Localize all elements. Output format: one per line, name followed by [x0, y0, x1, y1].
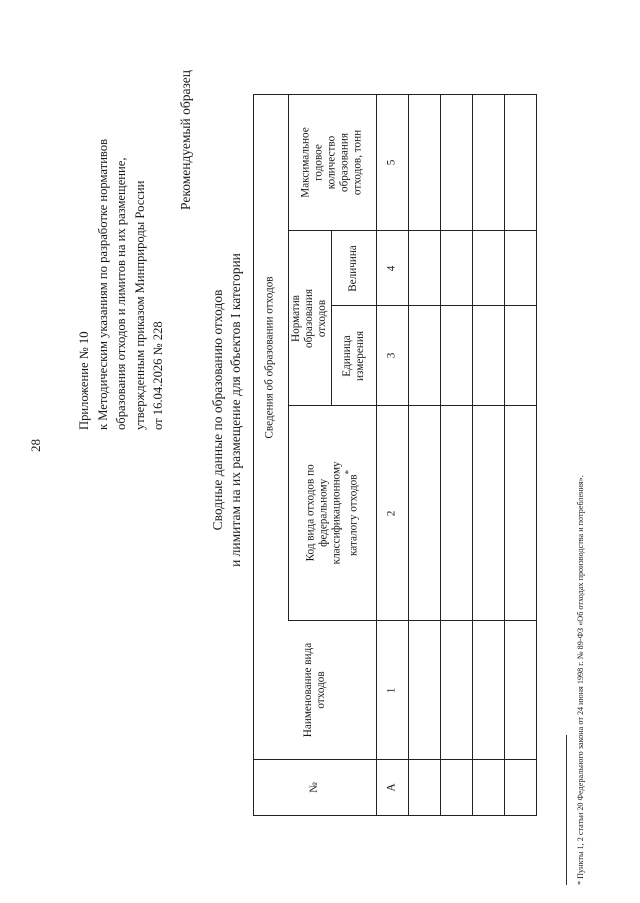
- index-cell-text: 4: [385, 265, 398, 271]
- header-unit: [331, 306, 376, 405]
- header-norm-text: Норматив образования отходов: [290, 288, 329, 348]
- table-border-bottom: [253, 815, 537, 816]
- header-value: [331, 231, 376, 305]
- row-sep: [408, 94, 409, 816]
- index-cell: [376, 94, 408, 230]
- header-unit-text: Единица измерения: [340, 330, 366, 381]
- header-group: [253, 94, 288, 621]
- index-cell-text: 2: [385, 510, 398, 516]
- appendix-line: утвержденным приказом Минприроды России: [132, 180, 147, 430]
- row-sep: [440, 94, 441, 816]
- header-code: [288, 406, 376, 620]
- appendix-line: к Методическим указаниям по разработке нормативов: [95, 138, 110, 430]
- index-cell-text: 3: [385, 352, 398, 359]
- recommended-label: Рекомендуемый образец: [178, 69, 193, 210]
- header-code-label: Код вида отходов по федеральному классификационному каталогу отходов: [304, 461, 359, 565]
- row-sep: [504, 94, 505, 816]
- index-cell: [376, 231, 408, 305]
- header-value-text: Величина: [347, 244, 360, 292]
- document-title-line-1: Сводные данные по образованию отходов: [210, 289, 225, 531]
- index-cell-text: А: [385, 783, 398, 792]
- footnote-separator: [566, 735, 567, 885]
- index-cell-text: 1: [385, 687, 398, 693]
- header-max-text: Максимальное годовое количество образования отходов, тонн: [299, 126, 364, 198]
- index-cell: [376, 760, 408, 815]
- header-code-text: [304, 462, 360, 565]
- footnote-mark: *: [344, 469, 355, 475]
- row-sep: [472, 94, 473, 816]
- header-name-text: Наименование вида отходов: [301, 642, 327, 738]
- appendix-line: образования отходов и лимитов на их размещение,: [114, 157, 128, 430]
- header-norm: [288, 231, 331, 405]
- table-border-right: [536, 94, 537, 816]
- index-cell: [376, 406, 408, 620]
- index-cell-text: 5: [385, 159, 398, 165]
- index-cell: [376, 306, 408, 405]
- index-cell: [376, 621, 408, 759]
- footnote: * Пункты 1, 2 статьи 20 Федерального закона от 24 июня 1998 г. № 89-ФЗ «Об отходах производства и потребления».: [576, 475, 585, 885]
- document-title-line-2: и лимитам на их размещение для объектов I категории: [228, 253, 243, 567]
- appendix-line: от 16.04.2026 № 228: [151, 321, 165, 430]
- header-group-text: Сведения об образовании отходов: [264, 276, 276, 439]
- header-no: [253, 760, 376, 815]
- appendix-line: Приложение № 10: [77, 331, 91, 430]
- header-max: [288, 94, 376, 230]
- header-no-text: №: [308, 782, 320, 793]
- page-number: 28: [28, 439, 43, 452]
- header-name: [253, 621, 376, 759]
